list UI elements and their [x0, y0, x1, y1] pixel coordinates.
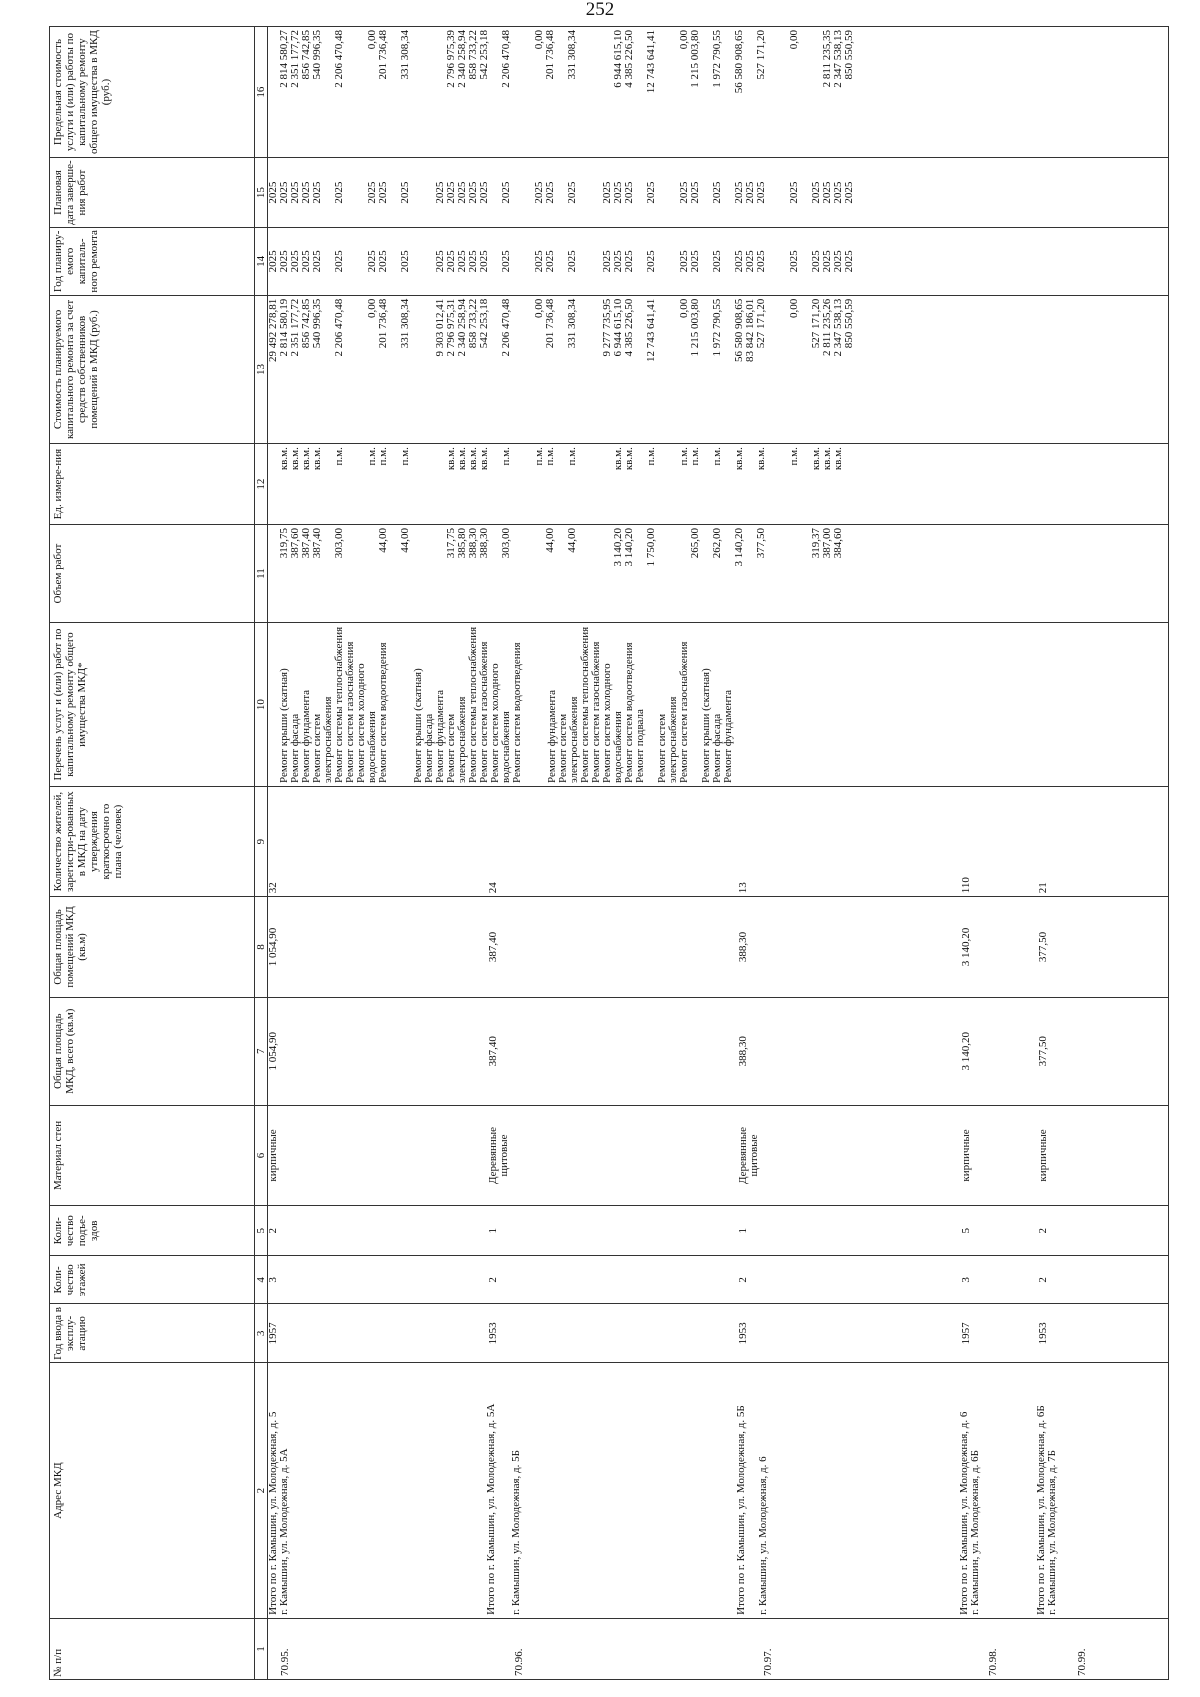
work-item: Ремонт систем холодного водоснабжения	[489, 663, 512, 783]
limit-cost: 2 351 177,72	[289, 30, 301, 88]
work-item: Ремонт фундамента	[722, 689, 734, 783]
col-header: Объем работ	[50, 524, 255, 622]
limit-cost: 1 215 003,80	[689, 30, 701, 88]
repair-year: 2025	[445, 250, 457, 273]
work-item: Ремонт систем холодного водоснабжения	[355, 663, 378, 783]
limit-cost: 0,00	[678, 30, 690, 50]
work-item: Ремонт фасада	[423, 713, 435, 783]
work-item: Ремонт систем газоснабжения	[590, 641, 602, 783]
work-volume: 303,00	[333, 527, 345, 559]
repair-year: 2025	[821, 250, 833, 273]
col-number: 2	[255, 1363, 268, 1618]
wall-material: кирпичные	[960, 1129, 972, 1182]
wall-material: кирпичные	[1037, 1129, 1049, 1182]
limit-cost: 12 743 641,41	[645, 30, 657, 94]
work-item: Ремонт фундамента	[434, 689, 446, 783]
work-unit: кв.м.	[478, 447, 490, 471]
work-unit: кв.м.	[289, 447, 301, 471]
work-unit: кв.м.	[832, 447, 844, 471]
limit-cost: 6 944 615,10	[612, 30, 624, 88]
completion-date: 2025	[289, 181, 301, 204]
col-number: 16	[255, 27, 268, 158]
work-cost: 1 972 790,55	[711, 298, 723, 357]
work-volume: 387,40	[311, 527, 323, 559]
limit-cost: 0,00	[366, 30, 378, 50]
work-unit: п.м.	[645, 447, 657, 466]
year-built: 1953	[737, 1322, 749, 1345]
work-unit: кв.м.	[278, 447, 290, 471]
completion-date: 2025	[733, 181, 745, 204]
work-item: Ремонт системы теплоснабжения	[333, 626, 345, 783]
building-address: г. Камышин, ул. Молодежная, д. 6	[757, 1456, 769, 1615]
row-number: 70.97.	[762, 1648, 774, 1676]
work-unit: п.м.	[678, 447, 690, 466]
work-unit: п.м.	[333, 447, 345, 466]
work-unit: п.м.	[399, 447, 411, 466]
work-volume: 1 750,00	[645, 527, 657, 567]
completion-date: 2025	[278, 181, 290, 204]
repair-year: 2025	[566, 250, 578, 273]
work-cost: 331 308,34	[399, 298, 411, 349]
work-cost: 858 733,22	[467, 298, 479, 349]
col-header: Коли-чество подъе-здов	[50, 1206, 255, 1256]
area-premises: 377,50	[1037, 931, 1049, 963]
header-row	[50, 27, 255, 1680]
year-built: 1957	[960, 1322, 972, 1345]
work-volume: 387,00	[821, 527, 833, 559]
work-item: Ремонт систем электроснабжения	[311, 696, 334, 783]
work-unit: кв.м.	[821, 447, 833, 471]
year-built: 1953	[1037, 1322, 1049, 1345]
limit-cost: 2 796 975,39	[445, 30, 457, 88]
work-volume: 3 140,20	[733, 527, 745, 567]
limit-cost: 201 736,48	[377, 30, 389, 80]
row-number: 70.95.	[279, 1648, 291, 1676]
work-volume: 44,00	[377, 527, 389, 553]
floors: 2	[1037, 1277, 1049, 1283]
repair-year: 2025	[744, 250, 756, 273]
limit-cost: 2 811 235,35	[821, 30, 833, 88]
limit-cost: 1 972 790,55	[711, 30, 723, 88]
limit-cost: 858 733,22	[467, 30, 479, 80]
col-number: 3	[255, 1304, 268, 1363]
col-header: Плановая дата заверше-ния работ	[50, 158, 255, 228]
entrances: 1	[737, 1228, 749, 1234]
completion-date: 2025	[333, 181, 345, 204]
limit-cost: 2 347 538,13	[832, 30, 844, 88]
repair-year: 2025	[333, 250, 345, 273]
work-item: Ремонт крыши (скатная)	[278, 668, 290, 783]
row-number: 70.98.	[987, 1648, 999, 1676]
building-total-label: Итого по г. Камышин, ул. Молодежная, д. 5А	[485, 1403, 497, 1615]
limit-cost: 2 206 470,48	[333, 30, 345, 88]
limit-cost: 850 550,59	[843, 30, 855, 80]
col-number: 8	[255, 897, 268, 997]
col-number: 11	[255, 524, 268, 622]
col-number: 6	[255, 1105, 268, 1205]
column-number-row	[255, 27, 268, 1680]
completion-date: 2025	[500, 181, 512, 204]
residents: 21	[1037, 882, 1049, 894]
work-volume: 44,00	[544, 527, 556, 553]
work-cost: 2 340 258,94	[456, 298, 468, 357]
work-item: Ремонт подвала	[634, 709, 646, 783]
work-item: Ремонт систем водоотведения	[377, 642, 389, 783]
completion-date: 2025	[544, 181, 556, 204]
completion-date: 2025	[399, 181, 411, 204]
area-total: 388,30	[737, 1036, 749, 1067]
work-item: Ремонт систем водоотведения	[511, 642, 523, 783]
completion-date: 2025	[434, 181, 446, 204]
work-unit: кв.м.	[456, 447, 468, 471]
work-unit: кв.м.	[300, 447, 312, 471]
completion-date: 2025	[689, 181, 701, 204]
limit-cost: 4 385 226,50	[623, 30, 635, 88]
repair-year: 2025	[711, 250, 723, 273]
completion-date: 2025	[377, 181, 389, 204]
completion-date: 2025	[744, 181, 756, 204]
work-cost: 850 550,59	[843, 298, 855, 349]
area-total: 377,50	[1037, 1036, 1049, 1067]
work-volume: 3 140,20	[612, 527, 624, 567]
repair-year: 2025	[689, 250, 701, 273]
work-volume: 388,30	[478, 527, 490, 559]
area-premises: 387,40	[487, 931, 499, 963]
work-unit: п.м.	[788, 447, 800, 466]
repair-year: 2025	[300, 250, 312, 273]
repair-year: 2025	[377, 250, 389, 273]
page-number: 252	[585, 0, 615, 20]
work-volume: 385,80	[456, 527, 468, 559]
work-cost: 0,00	[788, 298, 800, 318]
work-cost: 2 814 580,19	[278, 298, 290, 357]
repair-year: 2025	[843, 250, 855, 273]
repair-year: 2025	[601, 250, 613, 273]
wall-material: кирпичные	[267, 1129, 279, 1182]
repair-year: 2025	[311, 250, 323, 273]
building-total-cost: 9 303 012,41	[434, 298, 446, 357]
limit-cost: 0,00	[533, 30, 545, 50]
repair-year: 2025	[832, 250, 844, 273]
entrances: 1	[487, 1228, 499, 1234]
col-number: 12	[255, 444, 268, 525]
building-address: г. Камышин, ул. Молодежная, д. 6Б	[969, 1450, 981, 1615]
work-cost: 12 743 641,41	[645, 298, 657, 362]
completion-date: 2025	[300, 181, 312, 204]
work-cost: 56 580 908,65	[733, 298, 745, 362]
work-cost: 2 351 177,72	[289, 298, 301, 357]
work-cost: 2 796 975,31	[445, 298, 457, 357]
work-cost: 856 742,85	[300, 298, 312, 349]
limit-cost: 331 308,34	[399, 30, 411, 80]
repair-year: 2025	[478, 250, 490, 273]
completion-date: 2025	[533, 181, 545, 204]
limit-cost: 527 171,20	[755, 30, 767, 80]
repair-year: 2025	[289, 250, 301, 273]
work-unit: кв.м.	[755, 447, 767, 471]
work-item: Ремонт систем холодного водоснабжения	[601, 663, 624, 783]
repair-year: 2025	[434, 250, 446, 273]
continuation-total-label: Итого по г. Камышин, ул. Молодежная, д. 5	[267, 1411, 279, 1615]
building-total-label: Итого по г. Камышин, ул. Молодежная, д. 5Б	[735, 1405, 747, 1615]
work-item: Ремонт систем газоснабжения	[478, 641, 490, 783]
col-header: Количество жителей, зарегистри-рованных в МКД на дату утверждения краткосрочно го плана (человек)	[50, 786, 255, 896]
work-cost: 527 171,20	[755, 298, 767, 349]
area-total: 1 054,90	[267, 1031, 279, 1071]
completion-date: 2025	[267, 181, 279, 204]
col-number: 14	[255, 228, 268, 296]
repair-year: 2025	[278, 250, 290, 273]
work-volume: 319,75	[278, 527, 290, 559]
row-number: 70.99.	[1076, 1648, 1088, 1676]
col-number: 5	[255, 1206, 268, 1256]
residents: 13	[737, 882, 749, 894]
col-header: Предельная стоимость услуги и (или) работы по капитальному ремонту общего имущества в МКД (руб.)	[50, 27, 255, 158]
rotated-page	[49, 26, 1169, 1680]
completion-date: 2025	[623, 181, 635, 204]
completion-date: 2025	[788, 181, 800, 204]
wall-material: Деревянные щитовые	[487, 1126, 510, 1184]
completion-date: 2025	[456, 181, 468, 204]
work-volume: 44,00	[399, 527, 411, 553]
work-volume: 265,00	[689, 527, 701, 559]
work-volume: 384,60	[832, 527, 844, 559]
table-row	[268, 27, 1169, 1680]
limit-cost: 856 742,85	[300, 30, 312, 80]
repair-year: 2025	[733, 250, 745, 273]
work-unit: кв.м.	[733, 447, 745, 471]
work-unit: п.м.	[566, 447, 578, 466]
repair-year: 2025	[788, 250, 800, 273]
col-number: 7	[255, 997, 268, 1105]
year-built: 1957	[267, 1322, 279, 1345]
work-cost: 0,00	[366, 298, 378, 318]
work-unit: п.м.	[500, 447, 512, 466]
completion-date: 2025	[366, 181, 378, 204]
completion-date: 2025	[711, 181, 723, 204]
work-unit: п.м.	[377, 447, 389, 466]
work-volume: 387,40	[300, 527, 312, 559]
work-cost: 1 215 003,80	[689, 298, 701, 357]
col-number: 9	[255, 786, 268, 896]
repair-year: 2025	[500, 250, 512, 273]
limit-cost: 542 253,18	[478, 30, 490, 80]
work-volume: 387,60	[289, 527, 301, 559]
completion-date: 2025	[843, 181, 855, 204]
limit-cost: 2 206 470,48	[500, 30, 512, 88]
work-item: Ремонт систем водоотведения	[623, 642, 635, 783]
repair-year: 2025	[456, 250, 468, 273]
repair-year: 2025	[810, 250, 822, 273]
repair-plan-table	[49, 26, 1169, 1680]
completion-date: 2025	[810, 181, 822, 204]
completion-date: 2025	[832, 181, 844, 204]
repair-year: 2025	[623, 250, 635, 273]
work-cost: 6 944 615,10	[612, 298, 624, 357]
repair-year: 2025	[366, 250, 378, 273]
completion-date: 2025	[311, 181, 323, 204]
work-volume: 319,37	[810, 527, 822, 559]
limit-cost: 540 996,35	[311, 30, 323, 80]
repair-year: 2025	[267, 250, 279, 273]
completion-date: 2025	[478, 181, 490, 204]
completion-date: 2025	[678, 181, 690, 204]
col-header: Общая площадь помещений МКД (кв.м)	[50, 897, 255, 997]
completion-date: 2025	[566, 181, 578, 204]
repair-year: 2025	[533, 250, 545, 273]
col-header: Адрес МКД	[50, 1363, 255, 1618]
entrances: 2	[1037, 1228, 1049, 1234]
year-built: 1953	[487, 1322, 499, 1345]
area-premises: 1 054,90	[267, 927, 279, 967]
col-header: Материал стен	[50, 1105, 255, 1205]
col-header: Общая площадь МКД, всего (кв.м)	[50, 997, 255, 1105]
work-item: Ремонт систем газоснабжения	[678, 641, 690, 783]
work-item: Ремонт системы теплоснабжения	[579, 626, 591, 783]
completion-date: 2025	[467, 181, 479, 204]
area-premises: 388,30	[737, 931, 749, 963]
work-volume: 388,30	[467, 527, 479, 559]
work-unit: кв.м.	[810, 447, 822, 471]
building-total-label: Итого по г. Камышин, ул. Молодежная, д. 6	[958, 1411, 970, 1615]
work-volume: 44,00	[566, 527, 578, 553]
completion-date: 2025	[645, 181, 657, 204]
limit-cost: 201 736,48	[544, 30, 556, 80]
floors: 2	[737, 1277, 749, 1283]
work-unit: п.м.	[533, 447, 545, 466]
work-volume: 3 140,20	[623, 527, 635, 567]
col-header: Коли-чество этажей	[50, 1256, 255, 1304]
residents: 110	[960, 877, 972, 894]
col-header: Стоимость планируемого капитального ремонта за счет средств собственников помещений в МКД (руб.)	[50, 295, 255, 443]
work-volume: 262,00	[711, 527, 723, 559]
work-item: Ремонт фасада	[289, 713, 301, 783]
work-item: Ремонт крыши (скатная)	[412, 668, 424, 783]
work-unit: кв.м.	[445, 447, 457, 471]
work-cost: 4 385 226,50	[623, 298, 635, 357]
work-unit: п.м.	[366, 447, 378, 466]
work-volume: 303,00	[500, 527, 512, 559]
area-total: 387,40	[487, 1036, 499, 1067]
work-cost: 0,00	[678, 298, 690, 318]
building-total-cost: 527 171,20	[810, 298, 822, 349]
work-cost: 201 736,48	[377, 298, 389, 349]
continuation-total-cost: 29 492 278,81	[267, 298, 279, 362]
building-total-label: Итого по г. Камышин, ул. Молодежная, д. 6Б	[1035, 1405, 1047, 1615]
col-header: Год ввода в эксплу-атацию	[50, 1304, 255, 1363]
building-address: г. Камышин, ул. Молодежная, д. 5Б	[510, 1450, 522, 1615]
col-header: Год планиру-емого капиталь-ного ремонта	[50, 228, 255, 296]
building-total-cost: 83 842 186,01	[744, 298, 756, 362]
repair-year: 2025	[678, 250, 690, 273]
work-item: Ремонт системы теплоснабжения	[467, 626, 479, 783]
floors: 2	[487, 1277, 499, 1283]
work-unit: кв.м.	[623, 447, 635, 471]
work-unit: кв.м.	[612, 447, 624, 471]
residents: 24	[487, 882, 499, 894]
completion-date: 2025	[821, 181, 833, 204]
limit-cost: 331 308,34	[566, 30, 578, 80]
col-header: № п/п	[50, 1618, 255, 1679]
work-unit: п.м.	[689, 447, 701, 466]
work-cost: 2 811 235,26	[821, 298, 833, 357]
repair-year: 2025	[399, 250, 411, 273]
work-cost: 540 996,35	[311, 298, 323, 349]
col-number: 1	[255, 1618, 268, 1679]
completion-date: 2025	[612, 181, 624, 204]
work-item: Ремонт фундамента	[300, 689, 312, 783]
repair-year: 2025	[544, 250, 556, 273]
repair-year: 2025	[755, 250, 767, 273]
work-item: Ремонт фасада	[711, 713, 723, 783]
limit-cost: 0,00	[788, 30, 800, 50]
work-cost: 2 347 538,13	[832, 298, 844, 357]
work-item: Ремонт систем электроснабжения	[445, 696, 468, 783]
limit-cost: 56 580 908,65	[733, 30, 745, 94]
repair-year: 2025	[612, 250, 624, 273]
completion-date: 2025	[445, 181, 457, 204]
work-item: Ремонт крыши (скатная)	[700, 668, 712, 783]
floors: 3	[960, 1277, 972, 1283]
work-cost: 201 736,48	[544, 298, 556, 349]
col-number: 15	[255, 158, 268, 228]
col-number: 10	[255, 623, 268, 787]
repair-year: 2025	[645, 250, 657, 273]
entrances: 2	[267, 1228, 279, 1234]
col-header: Перечень услуг и (или) работ по капитальному ремонту общего имущества МКД*	[50, 623, 255, 787]
limit-cost: 2 814 580,27	[278, 30, 290, 88]
repair-year: 2025	[467, 250, 479, 273]
work-cost: 331 308,34	[566, 298, 578, 349]
col-number: 13	[255, 295, 268, 443]
residents: 32	[267, 882, 279, 894]
work-unit: кв.м.	[311, 447, 323, 471]
completion-date: 2025	[755, 181, 767, 204]
col-number: 4	[255, 1256, 268, 1304]
building-address: г. Камышин, ул. Молодежная, д. 5А	[278, 1448, 290, 1615]
area-premises: 3 140,20	[960, 927, 972, 967]
work-cost: 0,00	[533, 298, 545, 318]
building-total-cost: 9 277 735,95	[601, 298, 613, 357]
work-cost: 542 253,18	[478, 298, 490, 349]
entrances: 5	[960, 1228, 972, 1234]
work-unit: п.м.	[711, 447, 723, 466]
limit-cost: 2 340 258,94	[456, 30, 468, 88]
wall-material: Деревянные щитовые	[737, 1126, 760, 1184]
floors: 3	[267, 1277, 279, 1283]
work-item: Ремонт систем электроснабжения	[656, 696, 679, 783]
work-item: Ремонт систем газоснабжения	[344, 641, 356, 783]
area-total: 3 140,20	[960, 1031, 972, 1071]
row-number: 70.96.	[513, 1648, 525, 1676]
col-header: Ед. измере-ния	[50, 444, 255, 525]
completion-date: 2025	[601, 181, 613, 204]
work-item: Ремонт фундамента	[546, 689, 558, 783]
work-unit: кв.м.	[467, 447, 479, 471]
work-item: Ремонт систем электроснабжения	[557, 696, 580, 783]
work-volume: 317,75	[445, 527, 457, 559]
work-unit: п.м.	[544, 447, 556, 466]
building-address: г. Камышин, ул. Молодежная, д. 7Б	[1046, 1450, 1058, 1615]
work-volume: 377,50	[755, 527, 767, 559]
work-cost: 2 206 470,48	[500, 298, 512, 357]
work-cost: 2 206 470,48	[333, 298, 345, 357]
